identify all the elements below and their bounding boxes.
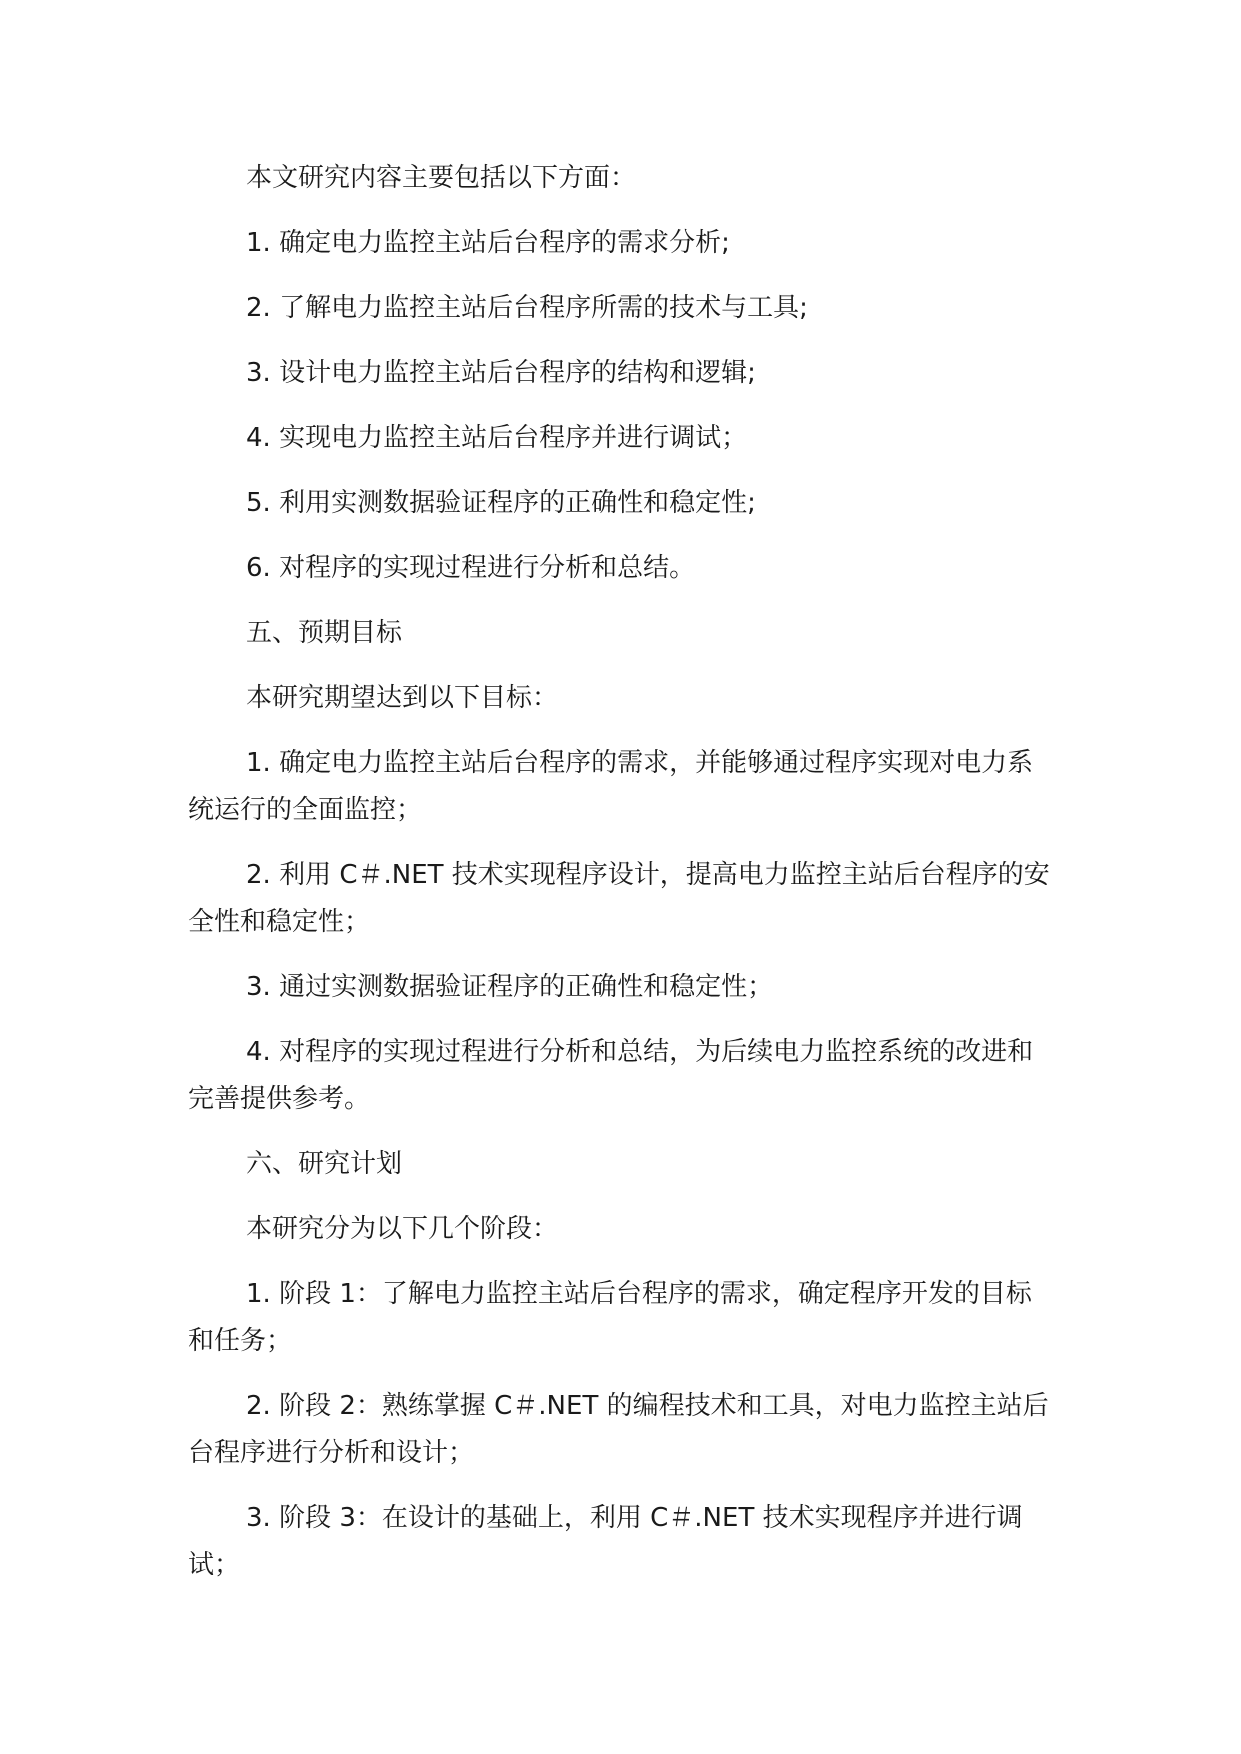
content-item-2: 2. 了解电力监控主站后台程序所需的技术与工具; (246, 293, 808, 323)
content-item-3: 3. 设计电力监控主站后台程序的结构和逻辑; (246, 358, 756, 388)
content-item-5: 5. 利用实测数据验证程序的正确性和稳定性; (246, 488, 756, 518)
goal-item-2: 2. 利用 C＃.NET 技术实现程序设计，提高电力监控主站后台程序的安全性和稳定性； (188, 860, 1050, 937)
document-body (188, 155, 1050, 1607)
plan-intro-paragraph: 本研究分为以下几个阶段： (246, 1214, 559, 1244)
goal-item-1: 1. 确定电力监控主站后台程序的需求，并能够通过程序实现对电力系统运行的全面监控； (188, 748, 1034, 825)
content-item-1: 1. 确定电力监控主站后台程序的需求分析; (246, 228, 730, 258)
goals-intro-paragraph: 本研究期望达到以下目标： (246, 683, 559, 713)
section-heading-goals: 五、预期目标 (246, 618, 403, 648)
plan-stage-1: 1. 阶段 1：了解电力监控主站后台程序的需求，确定程序开发的目标和任务； (188, 1279, 1032, 1356)
section-heading-plan: 六、研究计划 (246, 1149, 403, 1179)
plan-stage-2: 2. 阶段 2：熟练掌握 C＃.NET 的编程技术和工具，对电力监控主站后台程序进行分析和设计； (188, 1391, 1049, 1468)
content-item-6: 6. 对程序的实现过程进行分析和总结。 (246, 553, 696, 583)
intro-paragraph: 本文研究内容主要包括以下方面： (246, 163, 637, 193)
goal-item-3: 3. 通过实测数据验证程序的正确性和稳定性； (246, 972, 774, 1002)
goal-item-4: 4. 对程序的实现过程进行分析和总结，为后续电力监控系统的改进和完善提供参考。 (188, 1037, 1034, 1114)
content-item-4: 4. 实现电力监控主站后台程序并进行调试； (246, 423, 748, 453)
plan-stage-3: 3. 阶段 3：在设计的基础上，利用 C＃.NET 技术实现程序并进行调试； (188, 1503, 1023, 1580)
